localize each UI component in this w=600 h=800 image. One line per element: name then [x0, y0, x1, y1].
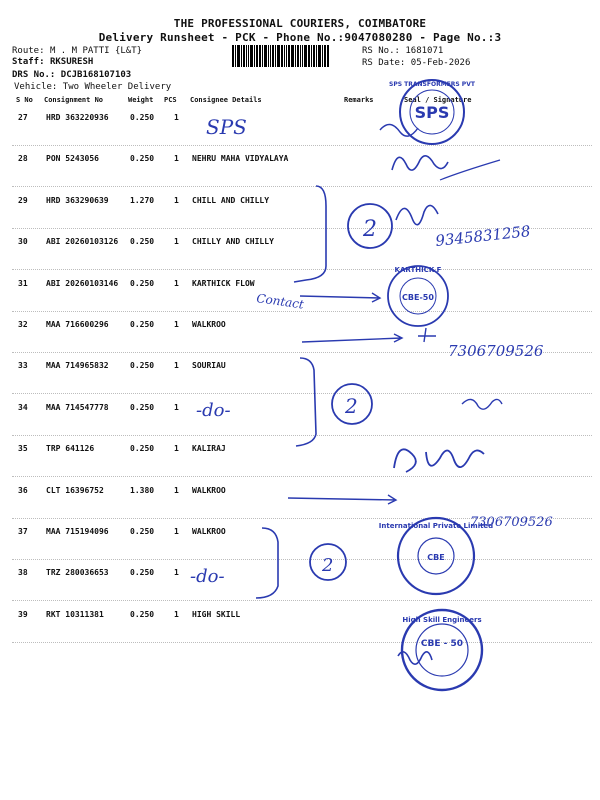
cell-consignment: TRZ 280036653	[46, 568, 109, 578]
cell-consignee: CHILL AND CHILLY	[192, 195, 270, 205]
staff-line	[12, 57, 93, 67]
cell-sno: 35	[18, 444, 28, 454]
cell-consignee: WALKROO	[192, 320, 226, 329]
drs-label: DRS No.:	[12, 70, 56, 80]
cell-consignment: MAA 715194096	[46, 527, 109, 536]
route-label: Route:	[12, 46, 45, 56]
handwritten-contact: Contact	[255, 291, 305, 312]
cell-pcs: 1	[174, 237, 179, 247]
circled-digit-3: 2	[322, 555, 334, 576]
cell-sno: 34	[18, 402, 28, 412]
vehicle-line	[14, 82, 171, 92]
table-row	[12, 311, 592, 353]
cell-pcs: 1	[174, 485, 179, 495]
handwritten-phone-2: 7306709526	[448, 342, 544, 360]
table-row	[12, 559, 592, 601]
cell-consignment: CLT 16396752	[46, 485, 104, 495]
table-row	[12, 601, 592, 643]
cell-pcs: 1	[174, 568, 179, 578]
cell-consignee: KALIRAJ	[192, 444, 226, 454]
karthick-stamp-ring-text: KARTHICK F	[394, 266, 442, 274]
cell-weight: 0.250	[130, 402, 155, 412]
col-weight: Weight	[128, 96, 154, 104]
vehicle-label: Vehicle:	[14, 82, 58, 92]
col-pcs: PCS	[164, 96, 177, 104]
karthick-stamp-center: CBE-50	[402, 293, 434, 302]
highskill-stamp-center: CBE - 50	[420, 639, 464, 649]
cell-sno: 37	[18, 527, 28, 536]
vehicle-value: Two Wheeler Delivery	[62, 82, 172, 92]
drs-value: DCJB168107103	[60, 70, 132, 80]
cell-weight: 1.380	[130, 485, 155, 495]
cell-consignee: WALKROO	[192, 527, 226, 536]
table-row	[12, 477, 592, 519]
col-consignee: Consignee Details	[190, 96, 262, 104]
table-row	[12, 228, 592, 270]
barcode	[232, 45, 356, 67]
table-row	[12, 518, 592, 560]
cell-consignee: SOURIAU	[192, 361, 226, 371]
sps-stamp-ring-text: SPS TRANSFORMERS PVT	[389, 81, 475, 88]
cell-weight: 0.250	[130, 320, 155, 329]
rs-no-line	[362, 46, 443, 56]
cell-sno: 36	[18, 485, 28, 495]
cell-consignment: MAA 714547778	[46, 402, 109, 412]
col-consignment: Consignment No	[44, 96, 104, 104]
col-signature: Seal / Signature	[404, 96, 472, 104]
cell-weight: 0.250	[130, 237, 155, 247]
runsheet-subtitle: Delivery Runsheet - PCK - Phone No.:9047080280 - Page No.:3	[98, 31, 502, 44]
table-row	[12, 352, 592, 394]
cell-consignment: HRD 363220936	[46, 113, 109, 122]
sps-stamp-center: SPS	[414, 103, 450, 122]
cell-sno: 39	[18, 609, 28, 619]
route-value: M . M PATTI {L&T}	[49, 46, 143, 56]
col-remarks: Remarks	[344, 96, 374, 104]
cell-pcs: 1	[174, 320, 179, 329]
cell-sno: 33	[18, 361, 28, 371]
cell-consignment: ABI 20260103146	[46, 278, 119, 288]
cell-pcs: 1	[174, 609, 179, 619]
staff-value: RKSURESH	[49, 57, 94, 67]
cell-pcs: 1	[174, 195, 179, 205]
staff-label: Staff:	[12, 57, 45, 67]
rs-date-value: 05-Feb-2026	[410, 58, 471, 68]
cell-pcs: 1	[174, 278, 179, 288]
handwritten-phone-1: 9345831258	[434, 222, 532, 250]
cell-consignment: HRD 363290639	[46, 195, 109, 205]
cell-pcs: 1	[174, 402, 179, 412]
cell-consignee: WALKROO	[192, 485, 226, 495]
cell-weight: 1.270	[130, 195, 155, 205]
cell-consignment: MAA 714965832	[46, 361, 109, 371]
signature-39	[398, 652, 432, 664]
rs-date-line	[362, 58, 470, 68]
handwritten-phone-3: 7306709526	[470, 515, 553, 530]
cell-consignee: HIGH SKILL	[192, 609, 241, 619]
cell-weight: 0.250	[130, 609, 155, 619]
cell-weight: 0.250	[130, 113, 155, 122]
cell-weight: 0.250	[130, 444, 155, 454]
table-row	[12, 145, 592, 187]
cell-pcs: 1	[174, 154, 179, 164]
handwritten-sps: SPS	[206, 115, 247, 139]
drs-line	[12, 70, 131, 80]
cell-pcs: 1	[174, 444, 179, 454]
cell-consignee: CHILLY AND CHILLY	[192, 237, 274, 247]
cell-sno: 27	[18, 113, 28, 122]
route-line	[12, 46, 142, 56]
cell-consignment: ABI 20260103126	[46, 237, 119, 247]
circled-digit-2: 2	[345, 394, 358, 418]
cell-consignment: PON 5243056	[46, 154, 99, 164]
cell-weight: 0.250	[130, 568, 155, 578]
cell-sno: 32	[18, 320, 28, 329]
cell-consignment: RKT 10311381	[46, 609, 104, 619]
international-stamp-center: CBE	[427, 553, 445, 562]
cell-weight: 0.250	[130, 278, 155, 288]
rs-date-label: RS Date:	[362, 58, 406, 68]
cell-pcs: 1	[174, 113, 179, 122]
circled-digit-1: 2	[363, 217, 377, 242]
cell-weight: 0.250	[130, 527, 155, 536]
rs-no-value: 1681071	[405, 46, 444, 56]
table-row	[12, 394, 592, 436]
cell-consignment: TRP 641126	[46, 444, 95, 454]
col-sno: S No	[16, 96, 33, 104]
handwritten-ditto-38: -do-	[190, 566, 225, 587]
cell-consignee: KARTHICK FLOW	[192, 278, 255, 288]
table-row	[12, 270, 592, 312]
cell-sno: 31	[18, 278, 28, 288]
cell-sno: 30	[18, 237, 28, 247]
highskill-stamp-ring: High Skill Engineers	[402, 616, 482, 624]
cell-sno: 28	[18, 154, 28, 164]
runsheet-title: THE PROFESSIONAL COURIERS, COIMBATORE	[173, 17, 427, 30]
cell-weight: 0.250	[130, 361, 155, 371]
cell-consignee: NEHRU MAHA VIDYALAYA	[192, 154, 289, 164]
international-stamp-ring: International Private Limited	[378, 522, 494, 530]
cell-pcs: 1	[174, 361, 179, 371]
cell-sno: 38	[18, 568, 28, 578]
handwritten-ditto-34: -do-	[196, 400, 231, 421]
table-row	[12, 104, 592, 146]
table-row	[12, 187, 592, 229]
cell-sno: 29	[18, 195, 28, 205]
rs-no-label: RS No.:	[362, 46, 400, 56]
table-row	[12, 435, 592, 477]
cell-consignment: MAA 716600296	[46, 320, 109, 329]
cell-pcs: 1	[174, 527, 179, 536]
cell-weight: 0.250	[130, 154, 155, 164]
